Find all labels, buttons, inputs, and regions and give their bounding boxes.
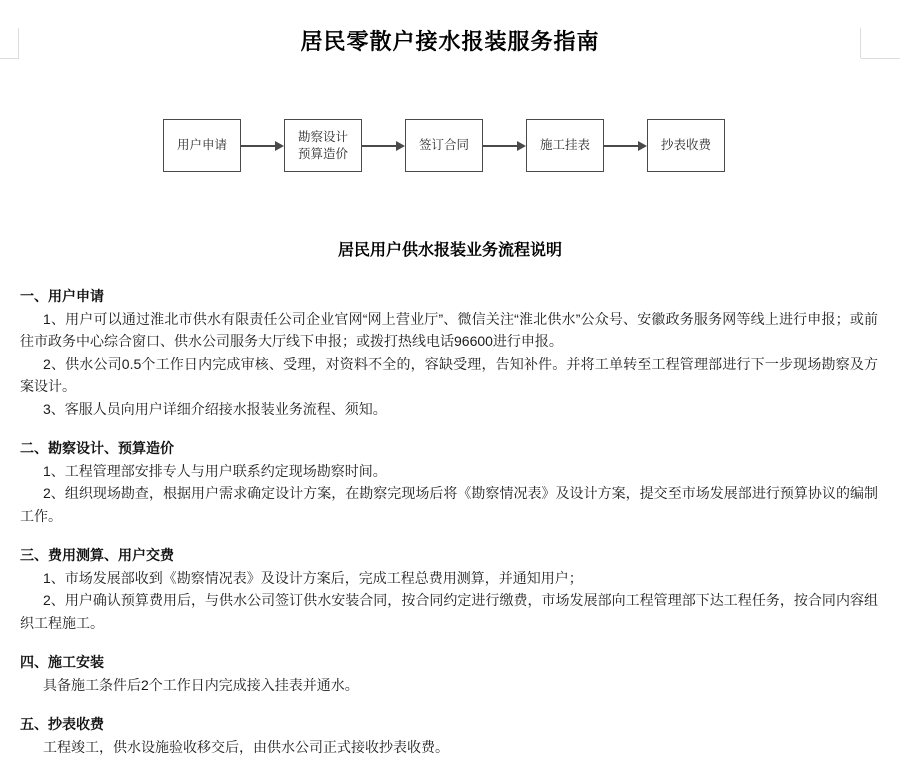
flow-arrow (483, 141, 526, 151)
section-paragraph: 2、组织现场勘查，根据用户需求确定设计方案，在勘察完现场后将《勘察情况表》及设计方案，提交至市场发展部进行预算协议的编制工作。 (20, 482, 878, 527)
section-heading: 一、用户申请 (20, 285, 878, 308)
doc-section (20, 437, 878, 527)
flow-arrow (604, 141, 647, 151)
section-heading: 五、抄表收费 (20, 713, 878, 736)
flow-step-label: 勘察设计 (298, 129, 348, 146)
service-guide-document (0, 28, 900, 729)
flow-step-label: 抄表收费 (661, 137, 711, 154)
flow-step (647, 119, 725, 172)
process-flowchart (163, 119, 900, 172)
doc-section (20, 285, 878, 420)
section-paragraph: 具备施工条件后2个工作日内完成接入挂表并通水。 (20, 674, 878, 697)
doc-section (20, 713, 878, 758)
section-paragraph: 1、用户可以通过淮北市供水有限责任公司企业官网“网上营业厅”、微信关注“淮北供水”公众号、安徽政务服务网等线上进行申报；或前往市政务中心综合窗口、供水公司服务大厅线下申报；或拨打热线电话96600进行申报。 (20, 308, 878, 353)
section-subtitle: 居民用户供水报装业务流程说明 (0, 239, 900, 263)
doc-section (20, 544, 878, 634)
flow-step-label: 签订合同 (419, 137, 469, 154)
flow-step (284, 119, 362, 172)
section-heading: 三、费用测算、用户交费 (20, 544, 878, 567)
section-paragraph: 1、工程管理部安排专人与用户联系约定现场勘察时间。 (20, 460, 878, 483)
flow-arrow (362, 141, 405, 151)
section-heading: 二、勘察设计、预算造价 (20, 437, 878, 460)
section-paragraph: 2、供水公司0.5个工作日内完成审核、受理，对资料不全的，容缺受理，告知补件。并将工单转至工程管理部进行下一步现场勘察及方案设计。 (20, 353, 878, 398)
section-paragraph: 2、用户确认预算费用后，与供水公司签订供水安装合同，按合同约定进行缴费，市场发展部向工程管理部下达工程任务，按合同内容组织工程施工。 (20, 589, 878, 634)
flow-step (163, 119, 241, 172)
flow-step (405, 119, 483, 172)
section-paragraph: 3、客服人员向用户详细介绍接水报装业务流程、须知。 (20, 398, 878, 421)
page-title: 居民零散户接水报装服务指南 (0, 28, 900, 56)
section-heading: 四、施工安装 (20, 651, 878, 674)
flow-step-label: 预算造价 (298, 146, 348, 163)
flow-step (526, 119, 604, 172)
flow-step-label: 施工挂表 (540, 137, 590, 154)
doc-section (20, 651, 878, 696)
flow-arrow (241, 141, 284, 151)
flow-step-label: 用户申请 (177, 137, 227, 154)
process-sections (0, 285, 900, 758)
section-paragraph: 工程竣工，供水设施验收移交后，由供水公司正式接收抄表收费。 (20, 736, 878, 758)
section-paragraph: 1、市场发展部收到《勘察情况表》及设计方案后，完成工程总费用测算，并通知用户； (20, 567, 878, 590)
